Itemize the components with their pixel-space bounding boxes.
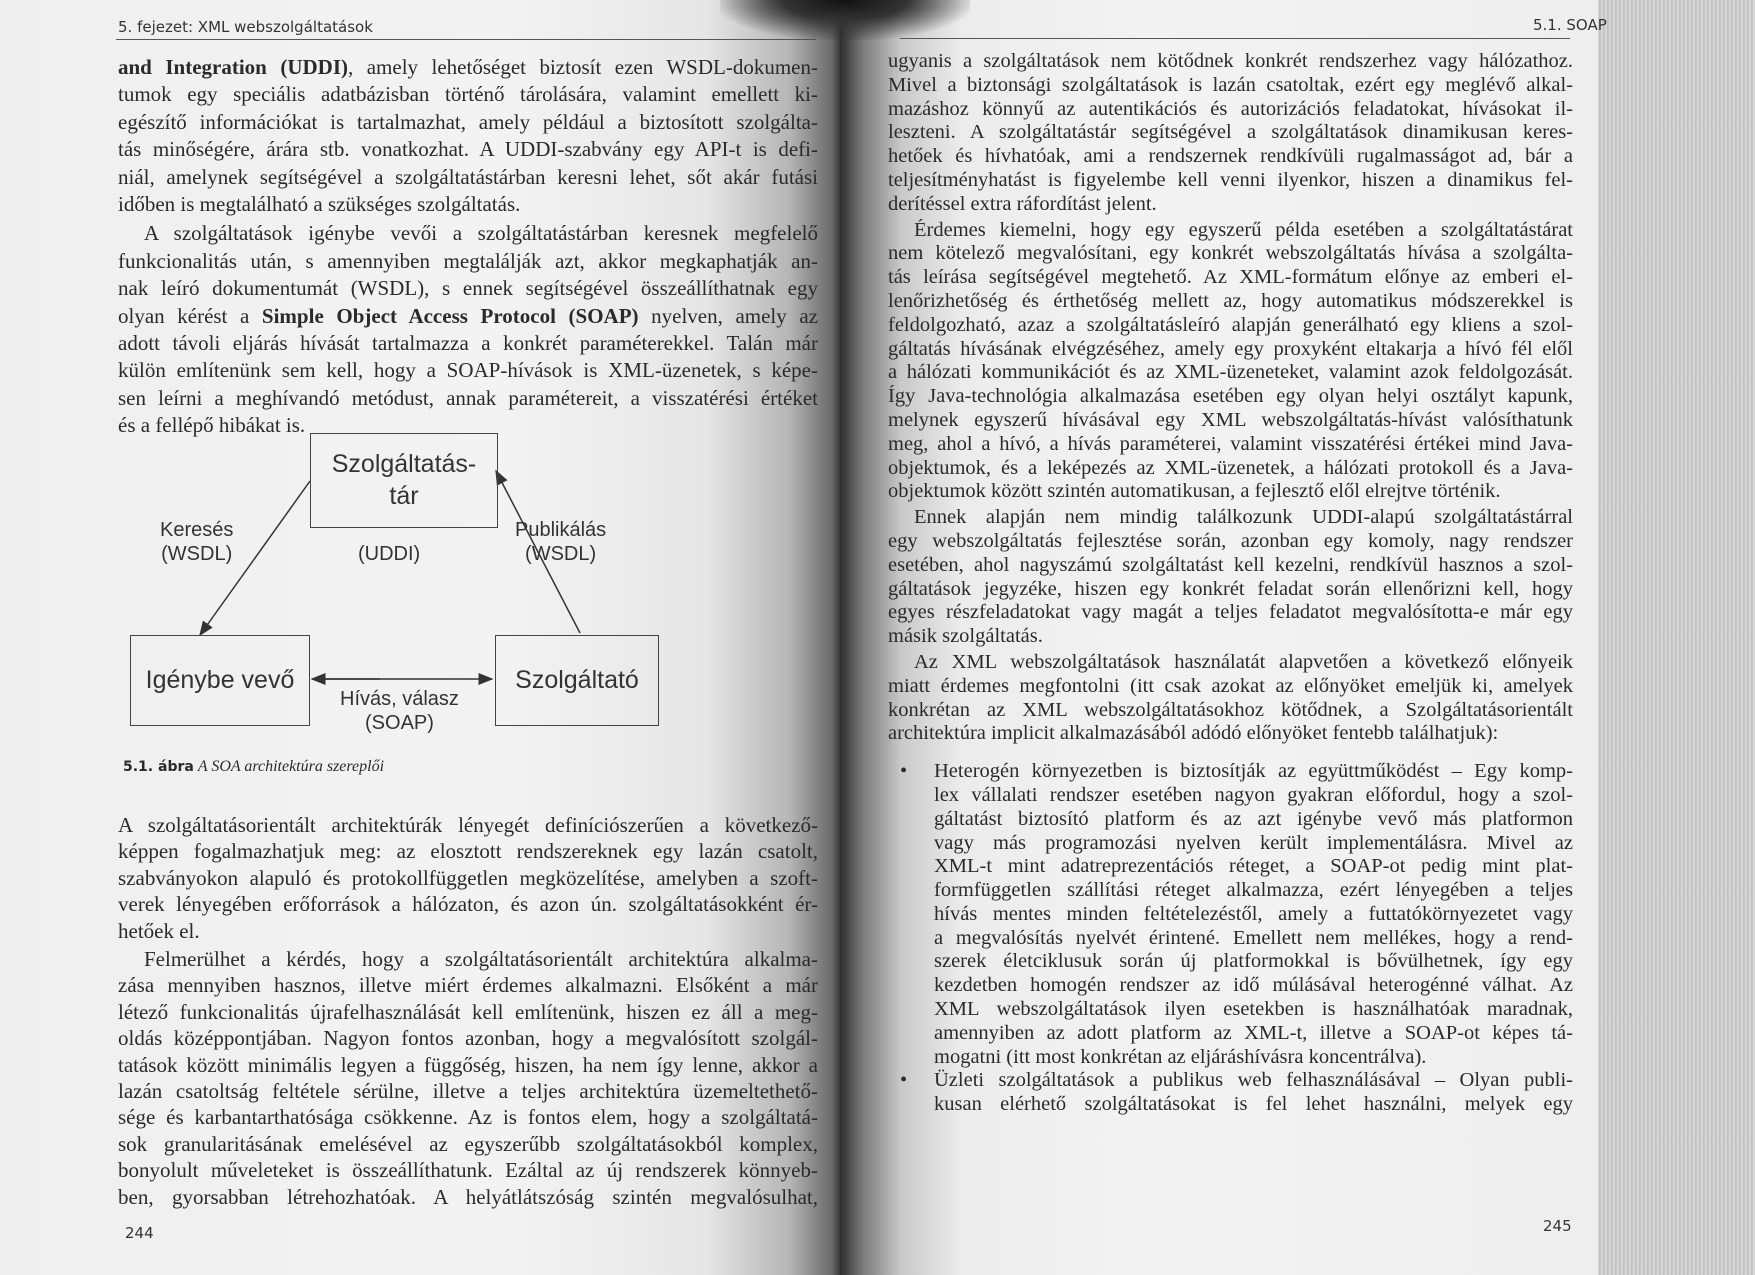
text-line [888,338,1573,362]
text-run: szabványokon alapuló és protokollfüggetlen megközelítése, amelyben a szoft- [118,865,818,890]
text-run: XML-t mint adatreprezentációs réteget, a SOAP-ot pedig mint plat- [934,855,1573,878]
text-line [934,903,1573,927]
text-line [934,1046,1573,1070]
find-label-line1: Keresés [160,519,234,541]
text-line [118,81,818,108]
text-line [118,1184,818,1210]
text-line [888,74,1573,98]
text-line [888,290,1573,314]
text-line [888,98,1573,122]
head-rule-left [116,39,816,40]
text-run: egyes részfeladatokat vagy magát a teljes feladatot megvalósította-e már egy [888,601,1573,624]
text-run: hívás mentes minden feltételezéstől, amely a futtatókörnyezetet vagy [934,902,1573,925]
text-line [118,357,818,384]
text-run: tatások között minimális legyen a függőség, hiszen, ha nem így lenne, akkor a [118,1052,818,1077]
right-text-block [888,50,1573,1117]
text-line [888,675,1573,699]
provider-box: Szolgáltató [495,635,659,726]
text-run: bonyolult műveleteket is összeállíthatunk. Ezáltal az új rendszerek könnyeb- [118,1158,818,1183]
text-run: Az XML webszolgáltatások használatát alapvetően a következő előnyeik [914,650,1573,673]
publish-label [515,518,606,566]
text-run: hetőek és hívhatóak, ami a rendszernek rendkívüli rugalmasságot ad, bár a [888,145,1573,168]
text-run: A szolgáltatások igénybe vevői a szolgáltatástárban keresnek megfelelő [144,221,818,246]
text-line [118,109,818,136]
text-line [118,1078,818,1104]
consumer-box: Igénybe vevő [130,635,310,726]
text-run: zása mennyiben hasznos, illetve miért érdemes alkalmazni. Elsőként a már [118,973,818,998]
text-line [934,1022,1573,1046]
text-run: meg, ahol a hívó, a hívás paraméterei, valamint visszatérési értékei mind Java- [888,432,1573,455]
left-text-block-2 [118,812,818,1210]
text-run: miatt érdemes megfontolni (itt csak azokat az előnyöket emeljük ki, amelyek [888,674,1573,697]
text-run: külön említenünk sem kell, hogy a SOAP-hívások is XML-üzenetek, s képe- [118,358,818,383]
text-run: tás leírása segítségével megtehető. Az XML-formátum előnye az emberi el- [888,266,1573,289]
text-line [118,136,818,163]
text-line [888,409,1573,433]
bullet-item [900,1069,1573,1117]
text-run: architektúra implicit alkalmazásából adódó előnyöket fentebb találhatjuk): [888,722,1499,745]
bold-term: and Integration (UDDI) [118,55,348,79]
text-line [934,974,1573,998]
text-run: mazáshoz könnyű az autentikációs és autorizációs feladatokat, hívásokat il- [888,97,1573,120]
text-run: létező funkcionalitás újrafelhasználását kell említenünk, hiszen ez áll a meg- [118,999,818,1024]
page-number-right: 245 [1543,1217,1572,1235]
text-line [934,950,1573,974]
text-run: teljesítményhatást is figyelembe kell venni ilyenkor, hiszen a dinamikus fel- [888,168,1573,191]
text-line [888,50,1573,74]
bullet-icon: • [900,760,908,783]
text-run: hetőek el. [118,918,200,943]
text-run: gáltatások jegyzéke, hiszen egy konkrét feladat során ellenőrizni kell, hogy [888,577,1573,600]
text-line [888,193,1573,217]
soa-diagram [120,425,680,735]
text-run: Mivel a biztonsági szolgáltatások is lazán csatoltak, ezért egy meglévő alkal- [888,73,1573,96]
text-line [888,169,1573,193]
figure-caption [123,758,384,776]
text-run: verek lényegében erőforrások a hálózaton, és azon ún. szolgáltatásokként ér- [118,892,818,917]
text-run: derítéssel extra ráfordítást jelent. [888,192,1157,215]
text-line [888,242,1573,266]
text-run: mogatni (itt most konkrétan az eljáráshívásra koncentrálva). [934,1045,1427,1068]
text-run: nyelven, amely az [638,303,818,328]
text-run: másik szolgáltatás. [888,625,1043,648]
publish-label-line2: (WSDL) [525,543,597,565]
text-run: gáltatást biztosító platform és az azt igénybe vevő más platformon [934,807,1573,830]
text-run: a megvalósítás nyelvét érintené. Emellett nem mellékes, hogy a rend- [934,926,1573,949]
text-line [888,219,1573,243]
text-line [118,220,818,247]
text-line [888,385,1573,409]
text-line [118,54,818,81]
text-run: melynek egyszerű hívásával egy XML webszolgáltatás-hívást valósíthatunk [888,408,1573,431]
uddi-label: (UDDI) [358,543,421,565]
call-label-line1: Hívás, válasz [340,688,459,710]
call-label [340,687,459,735]
text-line [888,457,1573,481]
bold-term: Simple Object Access Protocol (SOAP) [261,303,639,328]
text-line [934,784,1573,808]
text-line [118,275,818,302]
text-run: esetében, ahol nagyszámú szolgáltatást kell kezelni, rendkívül hasznos a szol- [888,553,1573,576]
text-line [118,1025,818,1051]
figure-title: A SOA architektúra szereplői [197,758,385,775]
find-label [160,518,233,566]
registry-box: Szolgáltatás- tár [310,433,498,528]
bullet-item [900,760,1573,1069]
text-run: sok granularitásának emelésével az egyszerűbb szolgáltatásokból komplex, [118,1131,818,1156]
text-run: amennyiben az adott platform az XML-t, illetve a SOAP-ot képes tá- [934,1021,1573,1044]
text-run: lazán csatoltság feltétele sérülne, illetve a teljes architektúra üzemeltethető- [118,1079,818,1104]
text-line [888,314,1573,338]
text-line [934,927,1573,951]
text-run: lex vállalati rendszer esetében nagyon gyakran előfordul, hogy a szol- [934,783,1573,806]
text-line [934,1069,1573,1093]
text-line [888,121,1573,145]
text-line [934,760,1573,784]
text-line [888,433,1573,457]
find-label-line2: (WSDL) [161,543,233,565]
text-line [934,808,1573,832]
text-line [118,164,818,191]
text-run: képpen fogalmazhatjuk meg: az elosztott rendszereknek egy lazán csatolt, [118,839,818,864]
text-line [118,191,818,218]
text-run: kezdetben homogén rendszer az idő múlásával heterogénné válhat. Az [934,974,1573,997]
text-line [934,855,1573,879]
text-run: formfüggetlen szállítási réteget alkalmazza, ezért lényegében a teljes [934,879,1573,902]
page-stack-edge [1598,0,1755,1275]
text-line [118,891,818,917]
text-line [934,832,1573,856]
call-label-line2: (SOAP) [365,712,434,734]
text-line [118,1157,818,1183]
text-line [118,999,818,1025]
figure-number: 5.1. ábra [123,759,194,775]
text-line [888,699,1573,723]
text-line [888,722,1573,746]
text-run: A szolgáltatásorientált architektúrák lényegét definíciószerűen a következő- [118,813,818,837]
text-line [934,879,1573,903]
text-run: konkrétan az XML webszolgáltatásokhoz kötődnek, a Szolgáltatásorientált [888,698,1573,721]
publish-label-line1: Publikálás [515,519,607,541]
text-line [118,812,818,838]
text-run: szerek életciklusuk során új platformokkal is bővülhetnek, így egy [934,950,1573,973]
text-run: Ennek alapján nem mindig találkozunk UDDI-alapú szolgáltatástárral [914,506,1573,529]
text-line [118,865,818,891]
text-run: , amely lehetőséget biztosít ezen WSDL-dokumen- [347,55,818,79]
text-line [934,998,1573,1022]
text-run: vagy más programozási nyelven került implementálásra. Mivel az [934,831,1573,854]
text-run: olyan kérést a [118,303,262,328]
text-run: sen leírni a meghívandó metódust, annak paramétereit, a visszatérési értéket [118,385,818,410]
text-run: Heterogén környezetben is biztosítják az együttműködést – Egy komp- [934,760,1573,783]
left-text-block-1 [118,54,818,440]
text-run: Így Java-technológia alkalmazása esetében egy olyan helyi osztályt kapunk, [888,385,1573,408]
text-run: ugyanis a szolgáltatások nem kötődnek konkrét rendszerhez vagy hálózathoz. [888,50,1573,72]
text-run: kusan elérhető szolgáltatásokat is fel lehet használni, melyek egy [934,1093,1573,1116]
text-line [118,972,818,998]
text-run: ben, gyorsabban létrehozhatóak. A helyátlátszóság szintén megvalósulhat, [118,1184,818,1209]
running-head-left: 5. fejezet: XML webszolgáltatások [118,18,373,36]
text-run: tumok egy speciális adatbázisban történő tárolására, valamint emellett ki- [118,82,818,107]
text-line [888,480,1573,504]
text-run: nem kötelező megvalósítani, egy konkrét webszolgáltatás hívása a szolgálta- [888,242,1573,265]
text-run: nak leíró dokumentumát (WSDL), s ennek segítségével összeállíthatnak egy [118,276,818,301]
text-run: gáltatás hívásának elvégzéséhez, amely egy proxyként eltakarja a hívó fél elől [888,337,1573,360]
text-line [888,506,1573,530]
text-run: feldolgozható, azaz a szolgáltatásleíró alapján generálható egy kliens a szol- [888,313,1573,336]
text-run: objektumok, és a leképezés az XML-üzenetek, a hálózati protokoll és a Java- [888,456,1573,479]
running-head-right: 5.1. SOAP [1533,16,1607,34]
text-line [934,1093,1573,1117]
text-line [118,303,818,330]
text-run: adott távoli eljárás hívását tartalmazza a konkrét paraméterekkel. Talán már [118,331,818,356]
text-run: egy webszolgáltatás fejlesztése során, azonban egy komoly, nagy rendszer [888,529,1573,552]
text-line [888,530,1573,554]
text-line [888,361,1573,385]
text-run: és a fellépő hibákat is. [118,413,306,438]
text-run: niál, amelynek segítségével a szolgáltatástárban keresni lehet, sőt akár futási [118,164,818,189]
text-run: egészítő információkat is tartalmazhat, amely például a biztosított szolgálta- [118,109,818,134]
text-run: tás minőségére, árára stb. vonatkozhat. A UDDI-szabvány egy API-t is defi- [118,137,818,162]
text-run: sége és karbantarthatósága csökkenne. Az is fontos elem, hogy a szolgáltatá- [118,1105,818,1130]
text-line [888,651,1573,675]
head-rule-right [900,38,1570,39]
text-line [118,1052,818,1078]
text-line [118,248,818,275]
text-line [888,554,1573,578]
text-run: leszteni. A szolgáltatástár segítségével a szolgáltatások dinamikusan keres- [888,121,1573,144]
text-run: XML webszolgáltatások ilyen esetekben is használhatóak maradnak, [934,998,1573,1021]
text-run: időben is megtalálható a szükséges szolgáltatás. [118,192,521,217]
text-line [118,838,818,864]
text-line [888,145,1573,169]
text-run: Érdemes kiemelni, hogy egy egyszerű példa esetében a szolgáltatástárat [914,218,1573,241]
text-line [888,625,1573,649]
text-run: lenőrizhetőség és érthetőség mellett az, hogy automatikus módszerekkel is [888,289,1573,312]
text-run: objektumok között szintén automatikusan, a fejlesztő elől elrejtve történik. [888,480,1501,503]
text-line [118,946,818,972]
text-line [118,1104,818,1130]
text-line [888,601,1573,625]
text-line [118,918,818,944]
text-line [118,330,818,357]
text-line [118,385,818,412]
text-run: funkcionalitás után, s amennyiben megtalálják azt, akkor megkaphatják an- [118,248,818,273]
text-line [888,578,1573,602]
text-run: Felmerülhet a kérdés, hogy a szolgáltatásorientált architektúra alkalma- [144,947,818,972]
text-line [118,1131,818,1157]
gutter-shadow [720,0,970,40]
text-run: a hálózati kommunikációt és az XML-üzeneteket, valamint azok feldolgozását. [888,361,1573,384]
bullet-icon: • [900,1069,908,1092]
page-number-left: 244 [125,1224,154,1242]
text-run: oldás középpontjában. Nagyon fontos azonban, hogy a megvalósított szolgál- [118,1026,818,1051]
text-line [888,266,1573,290]
text-run: Üzleti szolgáltatások a publikus web felhasználásával – Olyan publi- [934,1069,1573,1092]
